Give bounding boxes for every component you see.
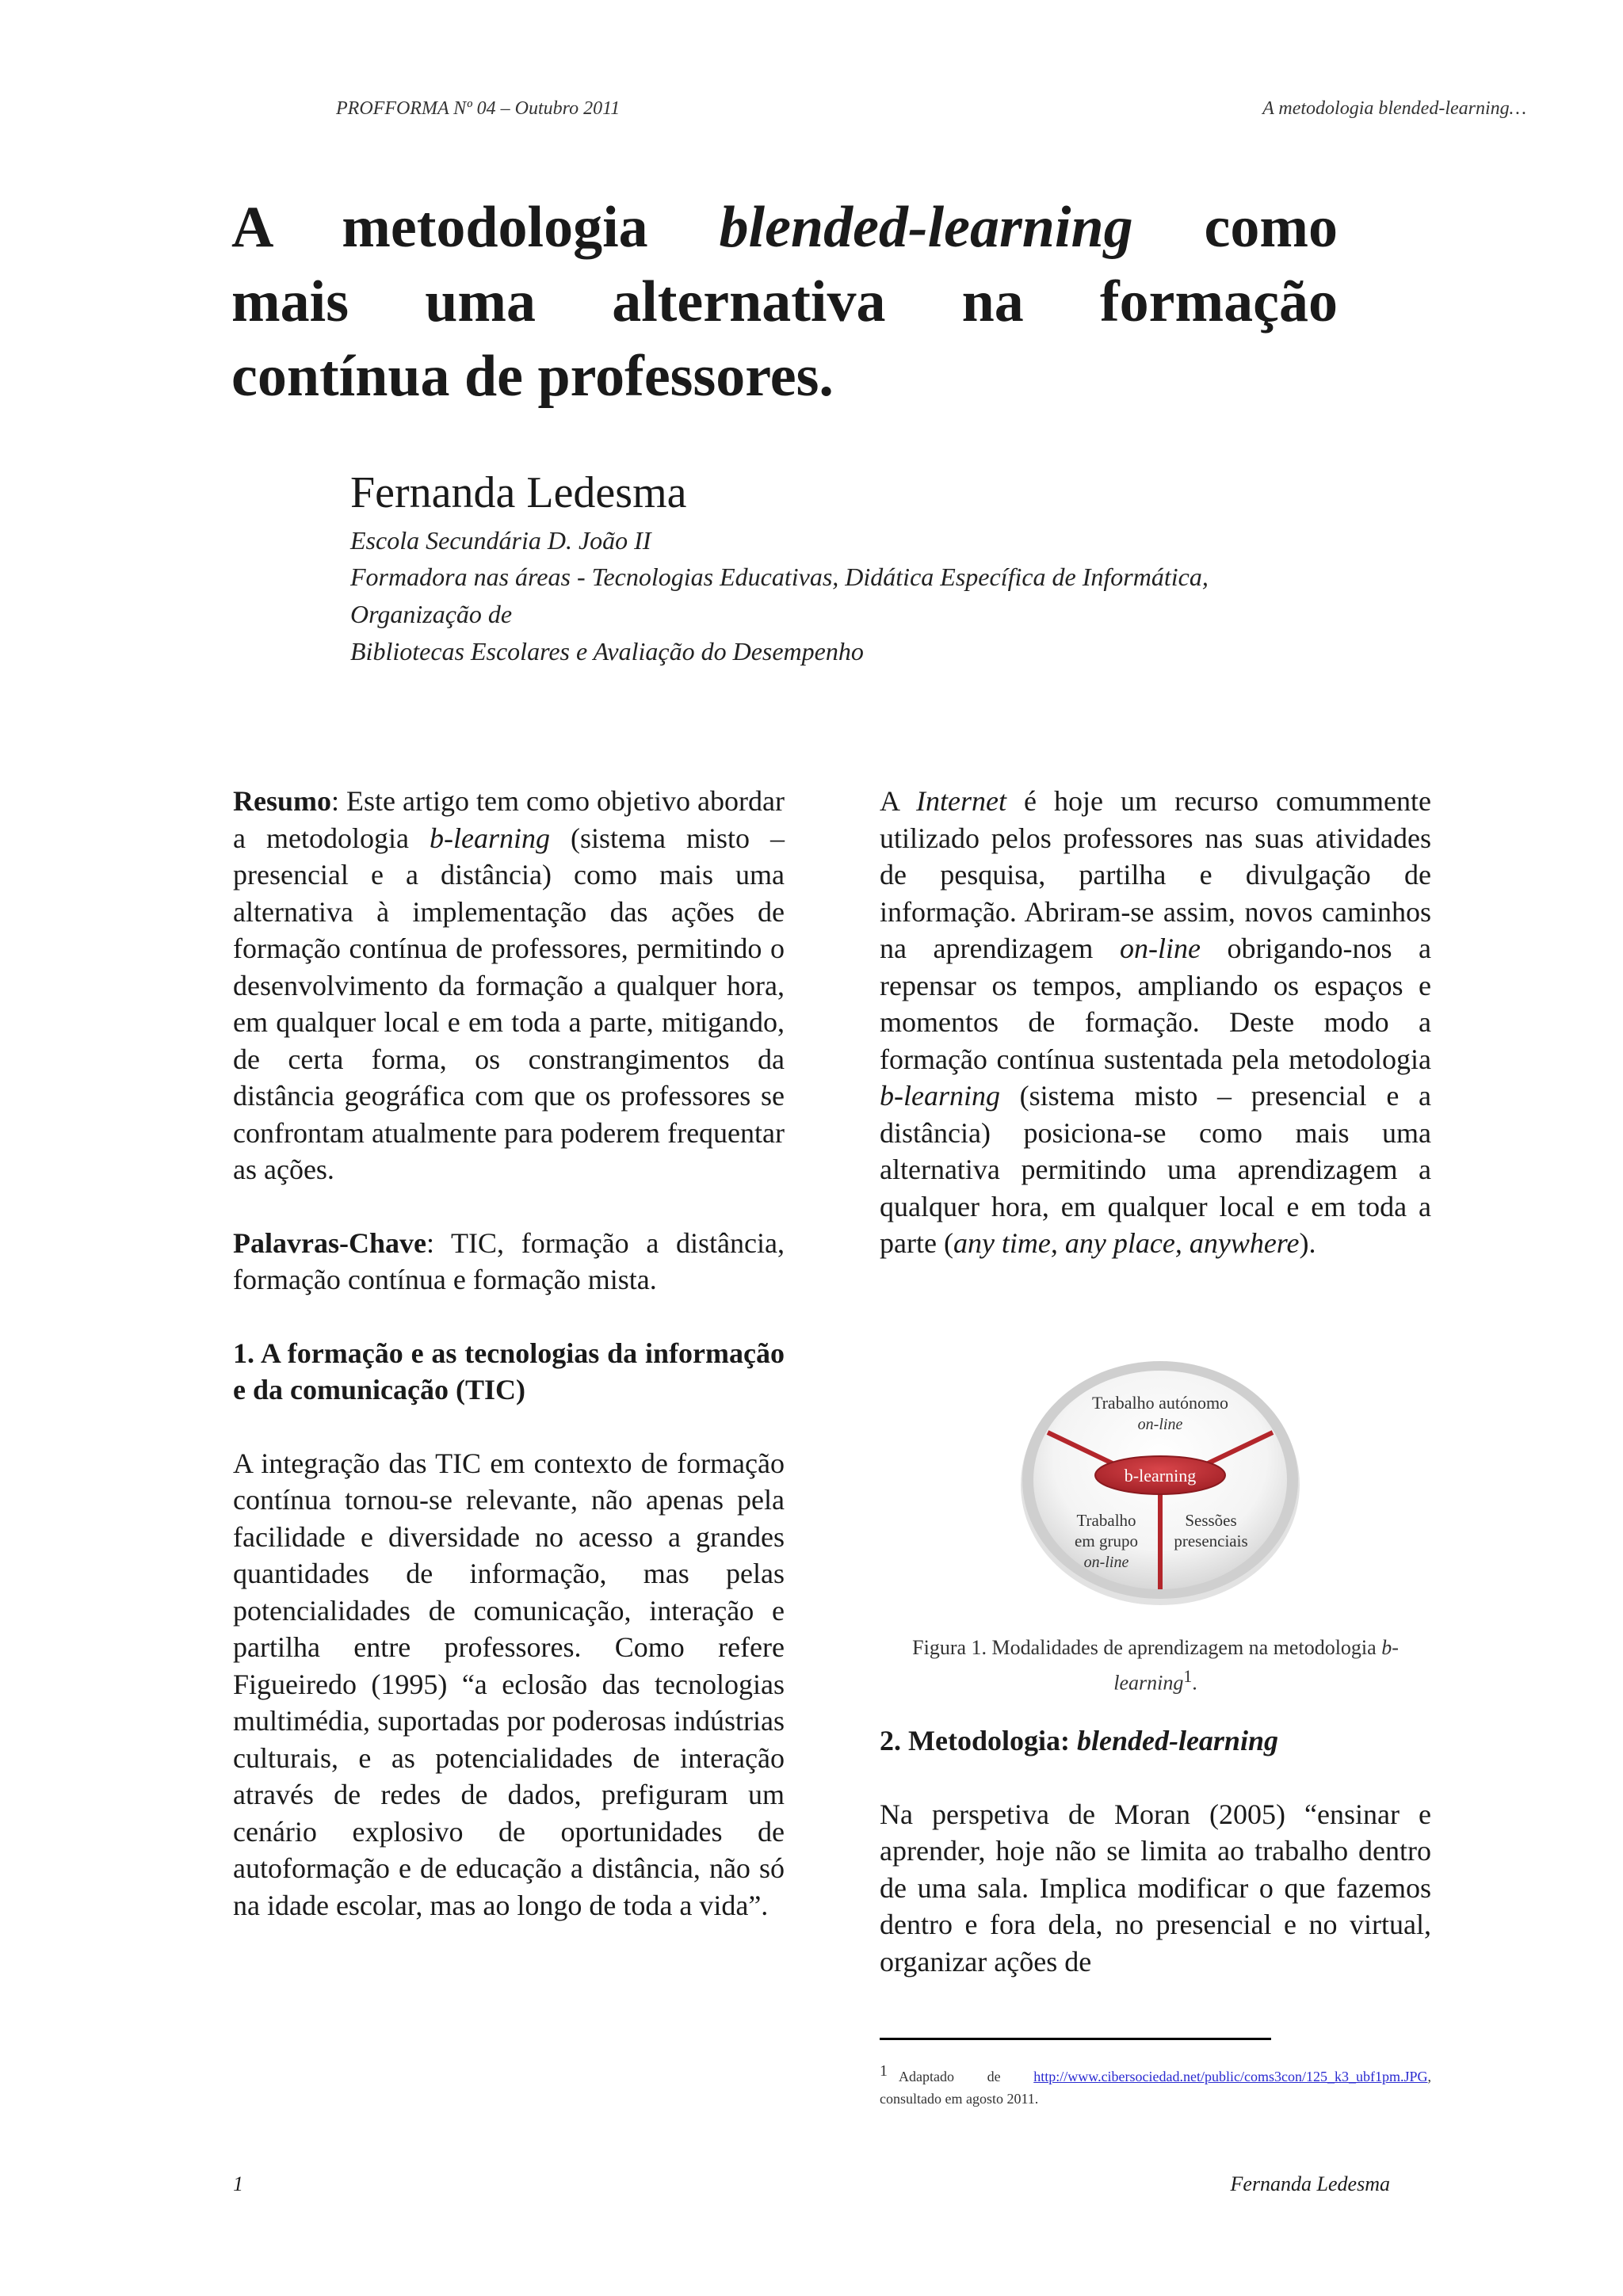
title-line-1: A metodologia blended-learning como bbox=[231, 195, 1338, 260]
title-emphasis: blended-learning bbox=[719, 195, 1133, 260]
label-trabalho-autonomo: Trabalho autónomo bbox=[1091, 1393, 1229, 1413]
section-2 bbox=[880, 1722, 1431, 1980]
author-affiliation: Bibliotecas Escolares e Avaliação do Desempenho bbox=[350, 637, 864, 666]
section-1-paragraph: A integração das TIC em contexto de formação contínua tornou-se relevante, não apenas pela facilidade e diversidade no acesso a grandes quantidades de informação, mas pelas potencialidades de comunicação, interação e partilha entre professores. Como refere Figueiredo (1995) “a eclosão das tecnologias multimédia, suportadas por poderosas indústrias culturais, e as potencialidades de interação através de redes de dados, prefiguram um cenário explosivo de oportunidades de autoformação e de educação a distância, não só na idade escolar, mas ao longo de toda a vida”. bbox=[233, 1447, 785, 1921]
footer-author: Fernanda Ledesma bbox=[1230, 2172, 1390, 2195]
b-learning-diagram bbox=[1016, 1350, 1304, 1608]
page-number: 1 bbox=[233, 2172, 243, 2195]
title-line-2: mais uma alternativa na formação bbox=[231, 269, 1338, 334]
label-b-learning: b-learning bbox=[1124, 1466, 1197, 1486]
label-sessoes-1: Sessões bbox=[1185, 1511, 1237, 1530]
footnote: 1 Adaptado de http://www.cibersociedad.net/public/coms3con/125_k3_ubf1pm.JPG, consultado em agosto 2011. bbox=[880, 2062, 1431, 2107]
author-affiliation: Escola Secundária D. João II bbox=[350, 526, 651, 555]
footnote-number: 1 bbox=[880, 2062, 888, 2080]
footnote-link[interactable]: http://www.cibersociedad.net/public/coms3con/125_k3_ubf1pm.JPG bbox=[1033, 2069, 1428, 2084]
abstract-label: Resumo bbox=[233, 785, 331, 817]
section-1-heading: 1. A formação e as tecnologias da informação e da comunicação (TIC) bbox=[233, 1337, 785, 1405]
running-header-right: A metodologia blended-learning… bbox=[1262, 98, 1526, 119]
left-column bbox=[233, 783, 785, 1924]
right-column bbox=[880, 783, 1431, 1262]
footnote-rule bbox=[880, 2038, 1271, 2040]
label-trabalho-grupo-2: em grupo bbox=[1075, 1531, 1138, 1550]
label-sessoes-2: presenciais bbox=[1174, 1531, 1248, 1550]
title-line-3: contínua de professores. bbox=[231, 344, 834, 409]
label-trabalho-autonomo-sub: on-line bbox=[1137, 1416, 1183, 1433]
author-affiliation: Formadora nas áreas - Tecnologias Educativas, Didática Específica de Informática, bbox=[350, 563, 1209, 591]
article-title bbox=[231, 190, 1338, 414]
keywords: Palavras-Chave: TIC, formação a distância, formação contínua e formação mista. bbox=[233, 1226, 785, 1295]
running-header-left: PROFFORMA Nº 04 – Outubro 2011 bbox=[336, 98, 621, 119]
section-2-heading: 2. Metodologia: blended-learning bbox=[880, 1725, 1278, 1756]
author-name: Fernanda Ledesma bbox=[350, 468, 687, 517]
section-2-paragraph: Na perspetiva de Moran (2005) “ensinar e aprender, hoje não se limita ao trabalho dentro de uma sala. Implica modificar o que fazemos dentro e fora dela, no presencial e no virtual, organizar ações de bbox=[880, 1798, 1431, 1978]
keywords-label: Palavras-Chave bbox=[233, 1226, 426, 1259]
figure-caption: Figura 1. Modalidades de aprendizagem na metodologia b-learning$^1$. bbox=[912, 1636, 1399, 1695]
intro-paragraph: A Internet é hoje um recurso comummente utilizado pelos professores nas suas atividades de pesquisa, partilha e divulgação de informação. Abriram-se assim, novos caminhos na aprendizagem on-line obrigando-nos a repensar os tempos, ampliando os espaços e momentos de formação. Deste modo a formação contínua sustentada pela metodologia b-learning (sistema misto – presencial e a distância) posiciona-se como mais uma alternativa permitindo uma aprendizagem a qualquer hora, em qualquer local e em toda a parte (any time, any place, anywhere). bbox=[880, 785, 1431, 1259]
label-trabalho-grupo-1: Trabalho bbox=[1076, 1511, 1136, 1530]
author-affiliation: Organização de bbox=[350, 600, 513, 628]
label-trabalho-grupo-sub: on-line bbox=[1083, 1554, 1129, 1571]
abstract: Resumo: Este artigo tem como objetivo abordar a metodologia b-learning (sistema misto – presencial e a distância) como mais uma alternativa à implementação das ações de formação contínua de professores, permitindo o desenvolvimento da formação a qualquer hora, em qualquer local e em toda a parte, mitigando, de certa forma, os constrangimentos da distância geográfica com que os professores se confrontam atualmente para poderem frequentar as ações. bbox=[233, 785, 785, 1185]
